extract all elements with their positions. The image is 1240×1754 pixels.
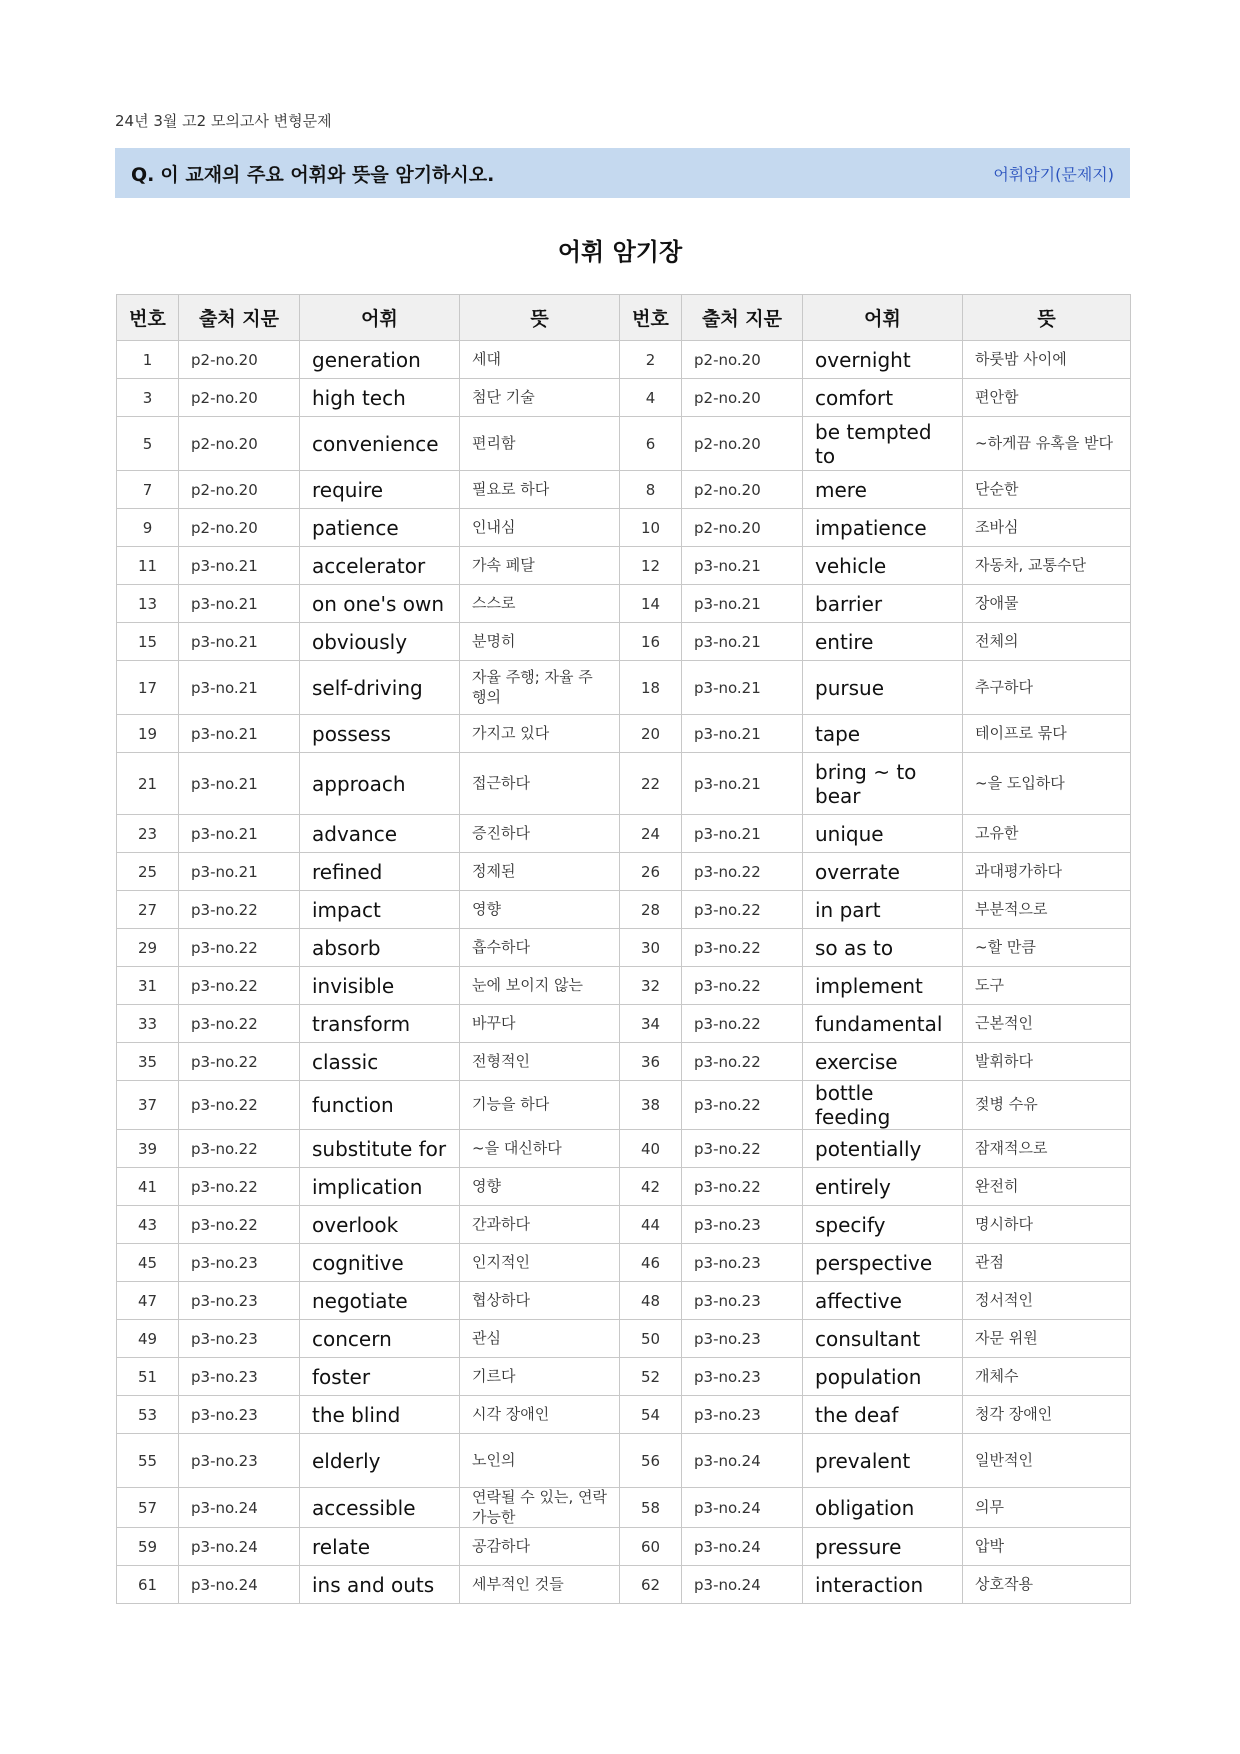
entry-meaning: ~하게끔 유혹을 받다 <box>963 417 1131 471</box>
entry-number: 58 <box>620 1488 682 1528</box>
entry-number: 41 <box>117 1168 179 1206</box>
entry-source: p3-no.22 <box>179 891 300 929</box>
entry-number: 27 <box>117 891 179 929</box>
entry-meaning: 근본적인 <box>963 1005 1131 1043</box>
entry-meaning: 증진하다 <box>460 815 620 853</box>
entry-meaning: 필요로 하다 <box>460 471 620 509</box>
table-row <box>117 661 1131 715</box>
table-row <box>117 1282 1131 1320</box>
entry-number: 4 <box>620 379 682 417</box>
entry-meaning: 의무 <box>963 1488 1131 1528</box>
entry-source: p3-no.22 <box>179 1130 300 1168</box>
table-row <box>117 815 1131 853</box>
entry-meaning: 관점 <box>963 1244 1131 1282</box>
entry-number: 46 <box>620 1244 682 1282</box>
entry-meaning: 상호작용 <box>963 1566 1131 1604</box>
entry-meaning: 젖병 수유 <box>963 1081 1131 1130</box>
entry-word: advance <box>300 815 460 853</box>
entry-source: p3-no.22 <box>682 1043 803 1081</box>
entry-source: p3-no.23 <box>682 1320 803 1358</box>
entry-number: 42 <box>620 1168 682 1206</box>
entry-word: entire <box>803 623 963 661</box>
entry-source: p3-no.21 <box>179 853 300 891</box>
entry-number: 35 <box>117 1043 179 1081</box>
entry-number: 48 <box>620 1282 682 1320</box>
entry-source: p3-no.22 <box>179 1043 300 1081</box>
entry-word: vehicle <box>803 547 963 585</box>
entry-meaning: 추구하다 <box>963 661 1131 715</box>
entry-number: 60 <box>620 1528 682 1566</box>
entry-number: 16 <box>620 623 682 661</box>
entry-source: p3-no.21 <box>179 715 300 753</box>
table-row <box>117 1566 1131 1604</box>
entry-word: accelerator <box>300 547 460 585</box>
entry-number: 21 <box>117 753 179 815</box>
entry-meaning: 영향 <box>460 1168 620 1206</box>
entry-meaning: 바꾸다 <box>460 1005 620 1043</box>
table-row <box>117 1358 1131 1396</box>
entry-word: classic <box>300 1043 460 1081</box>
entry-meaning: 발휘하다 <box>963 1043 1131 1081</box>
entry-word: implication <box>300 1168 460 1206</box>
entry-source: p3-no.23 <box>682 1282 803 1320</box>
entry-word: in part <box>803 891 963 929</box>
entry-source: p3-no.22 <box>682 1168 803 1206</box>
table-row <box>117 1130 1131 1168</box>
entry-source: p3-no.24 <box>682 1528 803 1566</box>
entry-source: p3-no.24 <box>179 1488 300 1528</box>
entry-source: p3-no.23 <box>682 1244 803 1282</box>
entry-source: p3-no.24 <box>179 1566 300 1604</box>
entry-number: 39 <box>117 1130 179 1168</box>
header-word: 어휘 <box>300 295 460 341</box>
entry-source: p3-no.22 <box>682 1130 803 1168</box>
entry-number: 36 <box>620 1043 682 1081</box>
entry-number: 52 <box>620 1358 682 1396</box>
entry-number: 17 <box>117 661 179 715</box>
entry-word: function <box>300 1081 460 1130</box>
entry-number: 38 <box>620 1081 682 1130</box>
entry-word: tape <box>803 715 963 753</box>
entry-number: 28 <box>620 891 682 929</box>
entry-number: 2 <box>620 341 682 379</box>
entry-meaning: 잠재적으로 <box>963 1130 1131 1168</box>
entry-number: 6 <box>620 417 682 471</box>
entry-number: 44 <box>620 1206 682 1244</box>
table-row <box>117 1043 1131 1081</box>
entry-number: 57 <box>117 1488 179 1528</box>
entry-number: 37 <box>117 1081 179 1130</box>
entry-word: possess <box>300 715 460 753</box>
entry-number: 47 <box>117 1282 179 1320</box>
entry-source: p3-no.23 <box>179 1396 300 1434</box>
table-row <box>117 929 1131 967</box>
entry-meaning: 테이프로 묶다 <box>963 715 1131 753</box>
entry-source: p3-no.23 <box>179 1282 300 1320</box>
entry-source: p2-no.20 <box>682 471 803 509</box>
entry-word: elderly <box>300 1434 460 1488</box>
entry-number: 50 <box>620 1320 682 1358</box>
entry-source: p2-no.20 <box>682 509 803 547</box>
entry-source: p3-no.21 <box>682 585 803 623</box>
entry-meaning: 편리함 <box>460 417 620 471</box>
entry-source: p3-no.23 <box>179 1320 300 1358</box>
entry-number: 24 <box>620 815 682 853</box>
entry-meaning: 도구 <box>963 967 1131 1005</box>
entry-source: p3-no.21 <box>179 815 300 853</box>
entry-word: interaction <box>803 1566 963 1604</box>
entry-number: 19 <box>117 715 179 753</box>
entry-meaning: 인지적인 <box>460 1244 620 1282</box>
entry-word: overlook <box>300 1206 460 1244</box>
entry-word: prevalent <box>803 1434 963 1488</box>
entry-source: p3-no.21 <box>682 547 803 585</box>
entry-source: p2-no.20 <box>179 341 300 379</box>
entry-meaning: 가속 페달 <box>460 547 620 585</box>
entry-source: p3-no.24 <box>179 1528 300 1566</box>
entry-source: p3-no.22 <box>682 967 803 1005</box>
entry-source: p3-no.21 <box>179 753 300 815</box>
entry-source: p3-no.23 <box>179 1244 300 1282</box>
entry-word: fundamental <box>803 1005 963 1043</box>
entry-number: 53 <box>117 1396 179 1434</box>
entry-source: p3-no.22 <box>179 1005 300 1043</box>
entry-meaning: 자문 위원 <box>963 1320 1131 1358</box>
entry-meaning: 노인의 <box>460 1434 620 1488</box>
entry-source: p3-no.22 <box>179 1206 300 1244</box>
entry-number: 30 <box>620 929 682 967</box>
header-meaning: 뜻 <box>460 295 620 341</box>
entry-word: pressure <box>803 1528 963 1566</box>
entry-word: bring ~ to bear <box>803 753 963 815</box>
table-row <box>117 753 1131 815</box>
entry-meaning: 일반적인 <box>963 1434 1131 1488</box>
entry-number: 11 <box>117 547 179 585</box>
entry-source: p3-no.24 <box>682 1488 803 1528</box>
entry-meaning: 세대 <box>460 341 620 379</box>
entry-source: p2-no.20 <box>179 509 300 547</box>
entry-source: p2-no.20 <box>682 341 803 379</box>
entry-source: p3-no.22 <box>179 967 300 1005</box>
entry-source: p2-no.20 <box>682 379 803 417</box>
entry-source: p2-no.20 <box>179 471 300 509</box>
entry-source: p3-no.23 <box>682 1206 803 1244</box>
header-number: 번호 <box>620 295 682 341</box>
entry-word: potentially <box>803 1130 963 1168</box>
entry-number: 32 <box>620 967 682 1005</box>
entry-number: 29 <box>117 929 179 967</box>
entry-meaning: 첨단 기술 <box>460 379 620 417</box>
entry-number: 1 <box>117 341 179 379</box>
entry-source: p3-no.22 <box>682 1005 803 1043</box>
entry-word: barrier <box>803 585 963 623</box>
entry-number: 12 <box>620 547 682 585</box>
entry-number: 10 <box>620 509 682 547</box>
entry-word: concern <box>300 1320 460 1358</box>
entry-meaning: ~할 만큼 <box>963 929 1131 967</box>
table-row <box>117 547 1131 585</box>
entry-word: affective <box>803 1282 963 1320</box>
entry-source: p3-no.22 <box>682 1081 803 1130</box>
entry-word: refined <box>300 853 460 891</box>
entry-word: comfort <box>803 379 963 417</box>
entry-word: mere <box>803 471 963 509</box>
entry-meaning: 흡수하다 <box>460 929 620 967</box>
table-row <box>117 891 1131 929</box>
table-row <box>117 417 1131 471</box>
table-row <box>117 715 1131 753</box>
entry-number: 59 <box>117 1528 179 1566</box>
entry-number: 18 <box>620 661 682 715</box>
entry-word: obviously <box>300 623 460 661</box>
entry-word: overrate <box>803 853 963 891</box>
entry-number: 61 <box>117 1566 179 1604</box>
entry-number: 22 <box>620 753 682 815</box>
entry-meaning: 시각 장애인 <box>460 1396 620 1434</box>
entry-number: 51 <box>117 1358 179 1396</box>
entry-source: p3-no.22 <box>682 853 803 891</box>
entry-meaning: 하룻밤 사이에 <box>963 341 1131 379</box>
entry-source: p3-no.21 <box>179 547 300 585</box>
entry-word: foster <box>300 1358 460 1396</box>
entry-number: 55 <box>117 1434 179 1488</box>
entry-word: invisible <box>300 967 460 1005</box>
entry-number: 40 <box>620 1130 682 1168</box>
entry-word: perspective <box>803 1244 963 1282</box>
table-row <box>117 471 1131 509</box>
entry-meaning: 영향 <box>460 891 620 929</box>
entry-number: 23 <box>117 815 179 853</box>
entry-word: substitute for <box>300 1130 460 1168</box>
entry-meaning: 부분적으로 <box>963 891 1131 929</box>
entry-source: p3-no.21 <box>179 585 300 623</box>
entry-source: p3-no.23 <box>179 1434 300 1488</box>
question-prefix: Q. <box>131 163 155 186</box>
table-row <box>117 1244 1131 1282</box>
entry-meaning: 관심 <box>460 1320 620 1358</box>
entry-word: ins and outs <box>300 1566 460 1604</box>
entry-source: p3-no.22 <box>682 929 803 967</box>
entry-number: 5 <box>117 417 179 471</box>
entry-number: 26 <box>620 853 682 891</box>
entry-number: 49 <box>117 1320 179 1358</box>
entry-word: absorb <box>300 929 460 967</box>
entry-number: 8 <box>620 471 682 509</box>
entry-word: transform <box>300 1005 460 1043</box>
entry-word: impatience <box>803 509 963 547</box>
entry-meaning: 자율 주행; 자율 주행의 <box>460 661 620 715</box>
entry-word: population <box>803 1358 963 1396</box>
entry-source: p2-no.20 <box>682 417 803 471</box>
entry-source: p3-no.21 <box>682 815 803 853</box>
entry-meaning: 분명히 <box>460 623 620 661</box>
entry-word: relate <box>300 1528 460 1566</box>
table-row <box>117 1488 1131 1528</box>
entry-word: so as to <box>803 929 963 967</box>
header-source: 출처 지문 <box>682 295 803 341</box>
entry-word: approach <box>300 753 460 815</box>
entry-number: 54 <box>620 1396 682 1434</box>
entry-word: the blind <box>300 1396 460 1434</box>
table-row <box>117 1081 1131 1130</box>
table-row <box>117 1168 1131 1206</box>
table-row <box>117 379 1131 417</box>
entry-source: p3-no.24 <box>682 1566 803 1604</box>
entry-number: 9 <box>117 509 179 547</box>
entry-meaning: 고유한 <box>963 815 1131 853</box>
table-row <box>117 341 1131 379</box>
entry-meaning: 기능을 하다 <box>460 1081 620 1130</box>
entry-meaning: 간과하다 <box>460 1206 620 1244</box>
table-row <box>117 853 1131 891</box>
entry-source: p3-no.21 <box>682 715 803 753</box>
entry-meaning: 완전히 <box>963 1168 1131 1206</box>
question-label: 이 교재의 주요 어휘와 뜻을 암기하시오. <box>160 163 495 186</box>
entry-word: require <box>300 471 460 509</box>
vocab-table <box>116 294 1131 1604</box>
entry-number: 3 <box>117 379 179 417</box>
header-source: 출처 지문 <box>179 295 300 341</box>
entry-number: 15 <box>117 623 179 661</box>
entry-meaning: 조바심 <box>963 509 1131 547</box>
entry-word: patience <box>300 509 460 547</box>
entry-number: 34 <box>620 1005 682 1043</box>
entry-meaning: 눈에 보이지 않는 <box>460 967 620 1005</box>
entry-word: self-driving <box>300 661 460 715</box>
entry-word: negotiate <box>300 1282 460 1320</box>
entry-number: 13 <box>117 585 179 623</box>
question-bar <box>115 148 1130 198</box>
entry-word: accessible <box>300 1488 460 1528</box>
entry-source: p3-no.23 <box>682 1358 803 1396</box>
entry-source: p3-no.22 <box>179 929 300 967</box>
entry-word: convenience <box>300 417 460 471</box>
page-header: 24년 3월 고2 모의고사 변형문제 <box>115 112 332 130</box>
entry-number: 7 <box>117 471 179 509</box>
entry-word: implement <box>803 967 963 1005</box>
entry-word: entirely <box>803 1168 963 1206</box>
entry-word: cognitive <box>300 1244 460 1282</box>
entry-source: p3-no.23 <box>682 1396 803 1434</box>
header-word: 어휘 <box>803 295 963 341</box>
entry-word: bottle feeding <box>803 1081 963 1130</box>
entry-number: 33 <box>117 1005 179 1043</box>
entry-meaning: 공감하다 <box>460 1528 620 1566</box>
entry-source: p3-no.22 <box>179 1081 300 1130</box>
entry-number: 25 <box>117 853 179 891</box>
table-row <box>117 509 1131 547</box>
table-row <box>117 1528 1131 1566</box>
entry-meaning: 스스로 <box>460 585 620 623</box>
entry-source: p3-no.23 <box>179 1358 300 1396</box>
entry-word: the deaf <box>803 1396 963 1434</box>
entry-word: be tempted to <box>803 417 963 471</box>
entry-number: 62 <box>620 1566 682 1604</box>
entry-number: 45 <box>117 1244 179 1282</box>
entry-source: p3-no.21 <box>682 753 803 815</box>
page-title: 어휘 암기장 <box>557 238 683 266</box>
entry-source: p2-no.20 <box>179 417 300 471</box>
entry-word: consultant <box>803 1320 963 1358</box>
table-row <box>117 1005 1131 1043</box>
header-meaning: 뜻 <box>963 295 1131 341</box>
entry-source: p3-no.21 <box>682 623 803 661</box>
entry-meaning: 편안함 <box>963 379 1131 417</box>
table-row <box>117 1320 1131 1358</box>
entry-word: unique <box>803 815 963 853</box>
entry-word: on one's own <box>300 585 460 623</box>
table-row <box>117 585 1131 623</box>
entry-source: p3-no.22 <box>179 1168 300 1206</box>
entry-source: p3-no.21 <box>179 623 300 661</box>
entry-meaning: 연락될 수 있는, 연락 가능한 <box>460 1488 620 1528</box>
entry-meaning: 과대평가하다 <box>963 853 1131 891</box>
table-header-row <box>117 295 1131 341</box>
entry-word: impact <box>300 891 460 929</box>
table-row <box>117 1396 1131 1434</box>
table-body <box>117 341 1131 1604</box>
question-text <box>131 160 494 187</box>
entry-meaning: 정서적인 <box>963 1282 1131 1320</box>
entry-meaning: 단순한 <box>963 471 1131 509</box>
vocab-worksheet-link[interactable]: 어휘암기(문제지) <box>993 164 1114 184</box>
entry-source: p2-no.20 <box>179 379 300 417</box>
header-number: 번호 <box>117 295 179 341</box>
entry-meaning: 세부적인 것들 <box>460 1566 620 1604</box>
entry-meaning: 개체수 <box>963 1358 1131 1396</box>
entry-word: exercise <box>803 1043 963 1081</box>
entry-number: 43 <box>117 1206 179 1244</box>
entry-meaning: 압박 <box>963 1528 1131 1566</box>
entry-meaning: 가지고 있다 <box>460 715 620 753</box>
entry-source: p3-no.21 <box>682 661 803 715</box>
entry-meaning: ~을 도입하다 <box>963 753 1131 815</box>
entry-word: obligation <box>803 1488 963 1528</box>
entry-source: p3-no.24 <box>682 1434 803 1488</box>
entry-meaning: 협상하다 <box>460 1282 620 1320</box>
entry-meaning: 접근하다 <box>460 753 620 815</box>
entry-source: p3-no.21 <box>179 661 300 715</box>
entry-meaning: 전체의 <box>963 623 1131 661</box>
entry-number: 31 <box>117 967 179 1005</box>
entry-word: pursue <box>803 661 963 715</box>
entry-word: overnight <box>803 341 963 379</box>
table-row <box>117 623 1131 661</box>
entry-number: 20 <box>620 715 682 753</box>
entry-meaning: 전형적인 <box>460 1043 620 1081</box>
entry-source: p3-no.22 <box>682 891 803 929</box>
entry-word: generation <box>300 341 460 379</box>
entry-meaning: 자동차, 교통수단 <box>963 547 1131 585</box>
entry-meaning: ~을 대신하다 <box>460 1130 620 1168</box>
entry-meaning: 기르다 <box>460 1358 620 1396</box>
entry-meaning: 인내심 <box>460 509 620 547</box>
entry-meaning: 장애물 <box>963 585 1131 623</box>
entry-meaning: 청각 장애인 <box>963 1396 1131 1434</box>
entry-word: high tech <box>300 379 460 417</box>
entry-number: 56 <box>620 1434 682 1488</box>
entry-number: 14 <box>620 585 682 623</box>
entry-meaning: 명시하다 <box>963 1206 1131 1244</box>
table-row <box>117 1206 1131 1244</box>
table-row <box>117 967 1131 1005</box>
table-row <box>117 1434 1131 1488</box>
entry-meaning: 정제된 <box>460 853 620 891</box>
entry-word: specify <box>803 1206 963 1244</box>
